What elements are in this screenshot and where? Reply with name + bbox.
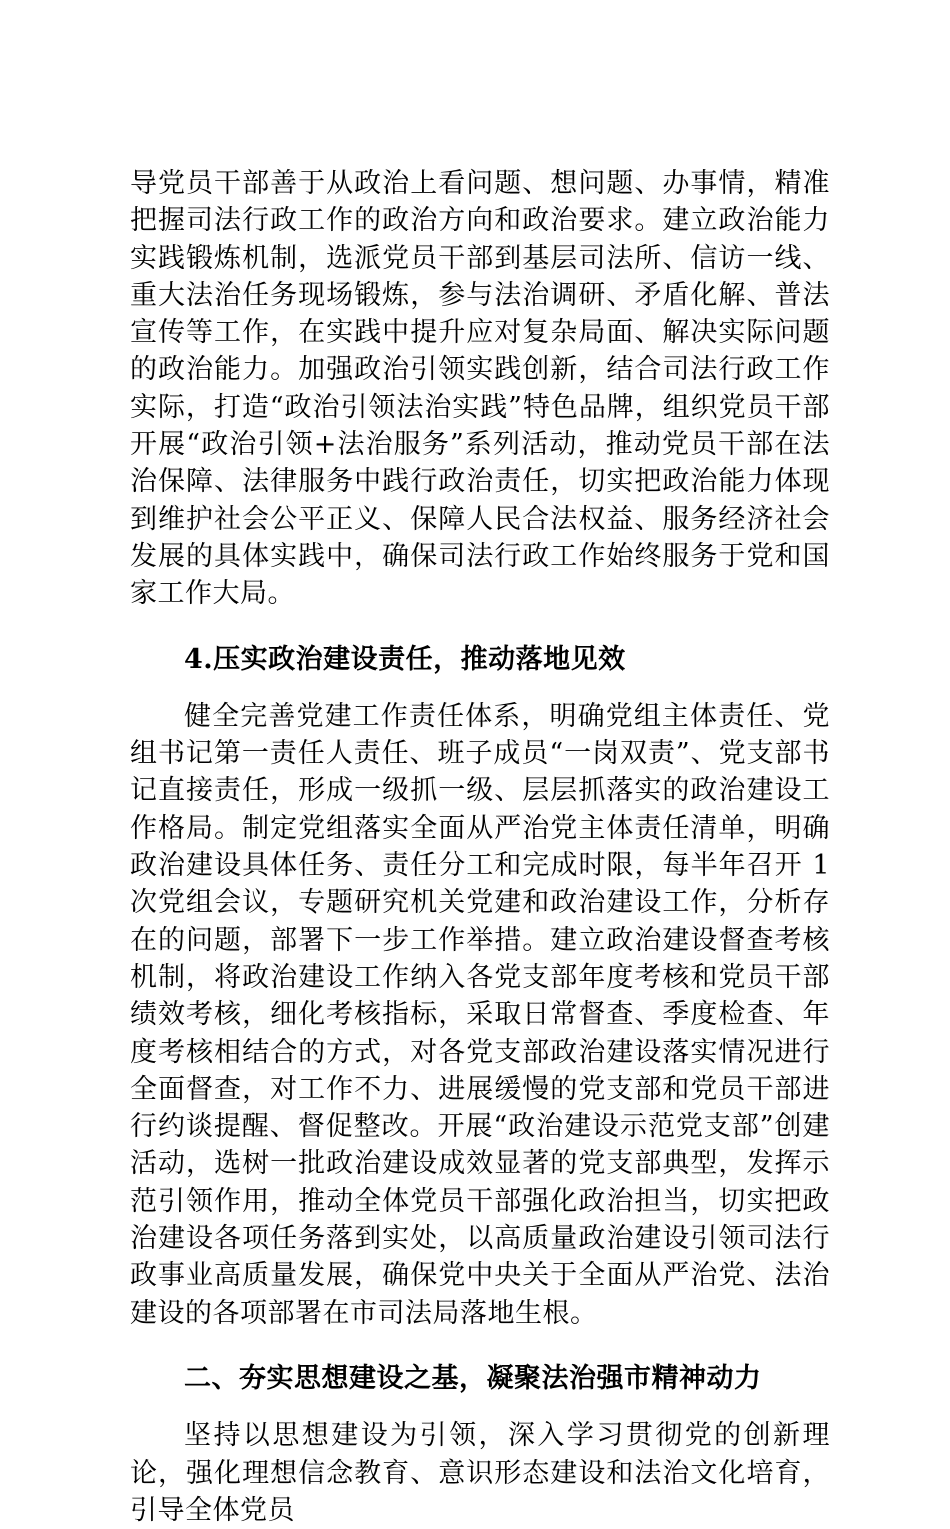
body-paragraph-continued: 导党员干部善于从政治上看问题、想问题、办事情，精准把握司法行政工作的政治方向和政治要求。建立政治能力实践锻炼机制，选派党员干部到基层司法所、信访一线、重大法治任务现场锻炼，参与法治调研、矛盾化解、普法宣传等工作，在实践中提升应对复杂局面、解决实际问题的政治能力。加强政治引领实践创新，结合司法行政工作实际，打造“政治引领法治实践”特色品牌，组织党员干部开展“政治引领+法治服务”系列活动，推动党员干部在法治保障、法律服务中践行政治责任，切实把政治能力体现到维护社会公平正义、保障人民合法权益、服务经济社会发展的具体实践中，确保司法行政工作始终服务于党和国家工作大局。 bbox=[130, 168, 830, 610]
spacer bbox=[130, 1397, 830, 1417]
spacer bbox=[130, 1332, 830, 1360]
section-heading-2: 二、夯实思想建设之基，凝聚法治强市精神动力 bbox=[184, 1362, 762, 1394]
subsection-heading-4: 4.压实政治建设责任，推动落地见效 bbox=[184, 643, 626, 675]
body-paragraph: 健全完善党建工作责任体系，明确党组主体责任、党组书记第一责任人责任、班子成员“一岗双责”、党支部书记直接责任，形成一级抓一级、层层抓落实的政治建设工作格局。制定党组落实全面从严治党主体责任清单，明确政治建设具体任务、责任分工和完成时限，每半年召开 1 次党组会议，专题研究机关党建和政治建设工作，分析存在的问题，部署下一步工作举措。建立政治建设督查考核机制，将政治建设工作纳入各党支部年度考核和党员干部绩效考核，细化考核指标，采取日常督查、季度检查、年度考核相结合的方式，对各党支部政治建设落实情况进行全面督查，对工作不力、进展缓慢的党支部和党员干部进行约谈提醒、督促整改。开展“政治建设示范党支部”创建活动，选树一批政治建设成效显著的党支部典型，发挥示范引领作用，推动全体党员干部强化政治担当，切实把政治建设各项任务落到实处，以高质量政治建设引领司法行政事业高质量发展，确保党中央关于全面从严治党、法治建设的各项部署在市司法局落地生根。 bbox=[130, 700, 830, 1329]
body-paragraph: 坚持以思想建设为引领，深入学习贯彻党的创新理论，强化理想信念教育、意识形态建设和法治文化培育，引导全体党员 bbox=[130, 1420, 830, 1526]
spacer bbox=[130, 678, 830, 698]
document-page bbox=[130, 165, 830, 1529]
spacer bbox=[130, 613, 830, 641]
